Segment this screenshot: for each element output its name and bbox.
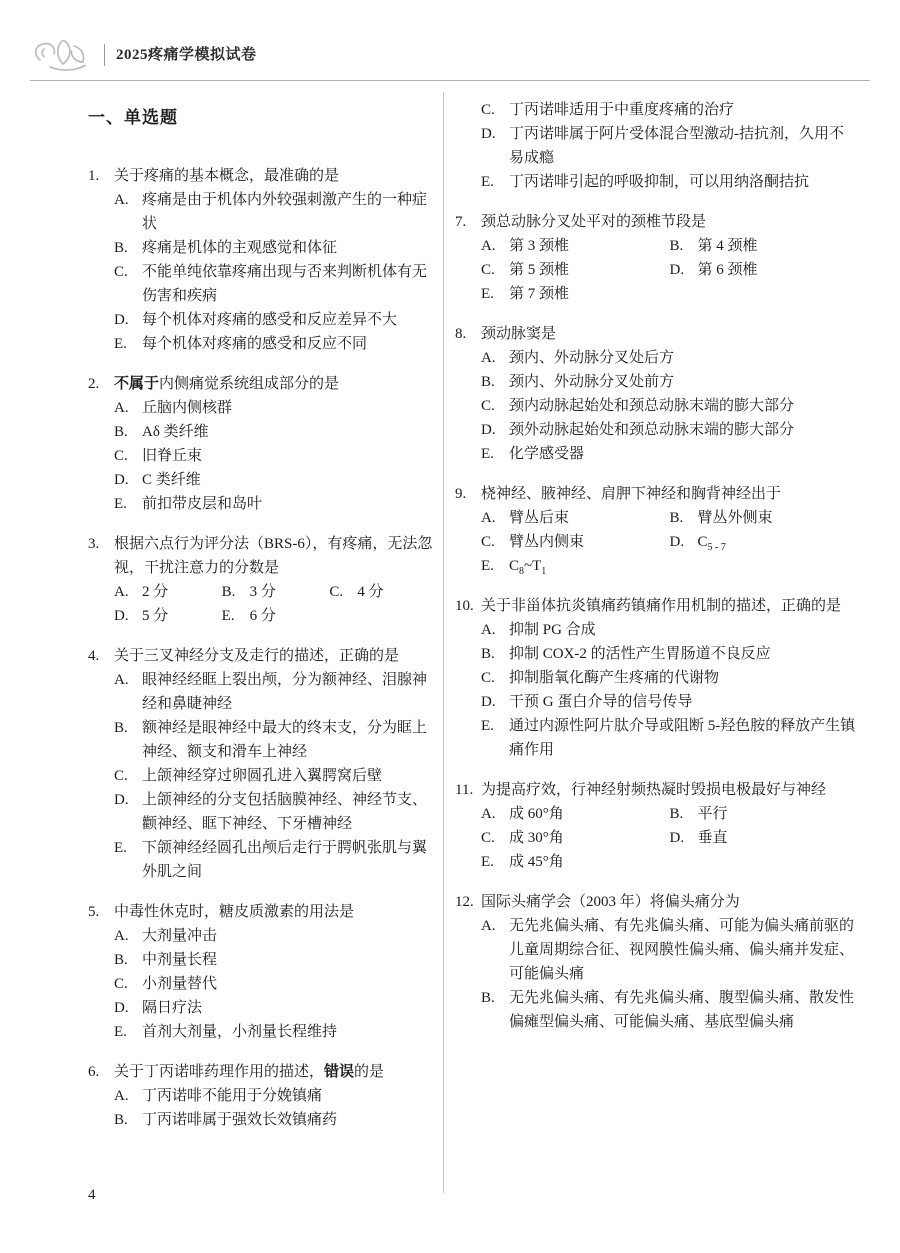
question-number: 4. — [88, 648, 100, 664]
option-text: 下颌神经经圆孔出颅后走行于腭帆张肌与翼外肌之间 — [142, 840, 428, 880]
option-label: B. — [481, 374, 495, 390]
option-text: 每个机体对疼痛的感受和反应差异不大 — [142, 312, 398, 328]
option-label: C. — [114, 448, 128, 464]
option-label: A. — [114, 928, 129, 944]
option-label: D. — [669, 830, 685, 846]
answer-option — [455, 666, 858, 690]
question-stem — [481, 594, 858, 618]
option-label: E. — [481, 558, 494, 574]
option-label: C. — [114, 976, 128, 992]
option-text: 第 7 颈椎 — [509, 286, 570, 302]
option-label: C. — [481, 262, 495, 278]
option-text: 旧脊丘束 — [142, 448, 203, 464]
option-label: C. — [329, 584, 344, 600]
answer-option — [481, 506, 670, 530]
answer-option — [455, 122, 858, 170]
option-label: E. — [114, 840, 127, 856]
option-label: D. — [481, 694, 496, 710]
option-label: A. — [114, 192, 129, 208]
options-group — [455, 506, 858, 578]
options-group — [455, 802, 858, 874]
question-number: 11. — [455, 782, 474, 798]
question-stem — [481, 890, 858, 914]
option-text: 臂丛后束 — [509, 510, 570, 526]
option-label: A. — [481, 238, 496, 254]
question-stem — [114, 644, 437, 668]
option-label: D. — [481, 126, 496, 142]
stem-text: 错误 — [324, 1064, 355, 1080]
option-label: C. — [481, 534, 495, 550]
answer-option — [670, 826, 859, 850]
section-title: 一、单选题 — [88, 108, 178, 127]
option-text: 第 6 颈椎 — [697, 262, 758, 278]
content-columns — [30, 92, 870, 1193]
question-stem-row — [455, 890, 858, 914]
stem-text: 桡神经、腋神经、肩胛下神经和胸背神经出于 — [481, 486, 782, 502]
answer-option — [88, 260, 437, 308]
answer-option — [88, 836, 437, 884]
option-label: A. — [481, 510, 496, 526]
answer-option — [455, 370, 858, 394]
answer-option — [88, 468, 437, 492]
option-label: E. — [481, 174, 494, 190]
answer-option — [88, 420, 437, 444]
option-label: C. — [481, 830, 495, 846]
option-text: 前扣带皮层和岛叶 — [142, 496, 263, 512]
question-stem — [114, 1060, 437, 1084]
option-label: E. — [481, 286, 494, 302]
stem-text: 颈总动脉分叉处平对的颈椎节段是 — [481, 214, 707, 230]
answer-option — [88, 668, 437, 716]
option-label: D. — [669, 534, 685, 550]
option-label: C. — [481, 670, 495, 686]
answer-option — [455, 714, 858, 762]
stem-text: 根据六点行为评分法（BRS-6），有疼痛，无法忽视，干扰注意力的分数是 — [114, 536, 433, 576]
answer-option — [114, 580, 222, 604]
question — [455, 890, 858, 1034]
option-text: 丁丙诺啡属于阿片受体混合型激动-拮抗剂，久用不易成瘾 — [509, 126, 844, 166]
option-text: 上颌神经穿过卵圆孔进入翼腭窝后壁 — [142, 768, 383, 784]
option-text: 颈外动脉起始处和颈总动脉末端的膨大部分 — [509, 422, 795, 438]
answer-option — [481, 802, 670, 826]
option-label: D. — [114, 608, 129, 624]
option-text: 干预 G 蛋白介导的信号传导 — [509, 694, 693, 710]
question-number: 7. — [455, 214, 467, 230]
option-text: 抑制 PG 合成 — [509, 622, 596, 638]
option-label: A. — [114, 1088, 129, 1104]
options-group — [88, 580, 437, 628]
question — [88, 900, 437, 1044]
answer-option — [329, 580, 437, 604]
options-group — [88, 924, 437, 1044]
option-text: 成 30°角 — [509, 830, 564, 846]
question-stem-row — [88, 644, 437, 668]
answer-option — [455, 642, 858, 666]
option-text: 2 分 — [142, 584, 169, 600]
question-stem-row — [455, 322, 858, 346]
question — [455, 778, 858, 874]
option-text: 5 分 — [142, 608, 169, 624]
header-divider — [104, 44, 105, 66]
option-label: E. — [114, 1024, 127, 1040]
stem-text: 关于非甾体抗炎镇痛药镇痛作用机制的描述，正确的是 — [481, 598, 842, 614]
answer-option — [481, 530, 670, 554]
option-text: 第 5 颈椎 — [509, 262, 570, 278]
option-text: 成 60°角 — [509, 806, 564, 822]
answer-option — [222, 580, 330, 604]
option-text: 无先兆偏头痛、有先兆偏头痛、可能为偏头痛前驱的儿童周期综合征、视网膜性偏头痛、偏头痛并发症、可能偏头痛 — [509, 918, 855, 982]
option-text-part: C — [697, 534, 708, 550]
option-label: B. — [669, 510, 684, 526]
option-text: 成 45°角 — [509, 854, 564, 870]
options-group — [455, 234, 858, 306]
option-label: E. — [114, 336, 127, 352]
question — [455, 594, 858, 762]
question-number: 12. — [455, 894, 474, 910]
option-text: 隔日疗法 — [142, 1000, 203, 1016]
answer-option — [481, 258, 670, 282]
option-label: E. — [481, 854, 494, 870]
option-text: 第 3 颈椎 — [509, 238, 570, 254]
answer-option — [88, 1108, 437, 1132]
question-number: 3. — [88, 536, 100, 552]
option-text: 颈内、外动脉分叉处前方 — [509, 374, 675, 390]
option-text: 无先兆偏头痛、有先兆偏头痛、腹型偏头痛、散发性偏瘫型偏头痛、可能偏头痛、基底型偏头痛 — [509, 990, 855, 1030]
page-header — [30, 34, 870, 76]
question-stem-row — [455, 594, 858, 618]
question — [88, 164, 437, 356]
options-group — [455, 346, 858, 466]
answer-option — [88, 332, 437, 356]
answer-option — [222, 604, 330, 628]
answer-option — [88, 444, 437, 468]
stem-text: 内侧痛觉系统组成部分的是 — [159, 376, 340, 392]
answer-option — [88, 996, 437, 1020]
option-label: A. — [481, 918, 496, 934]
option-text — [509, 554, 670, 578]
question — [455, 322, 858, 466]
question-continuation — [455, 98, 858, 194]
option-text: 疼痛是机体的主观感觉和体征 — [142, 240, 338, 256]
option-text: 额神经是眼神经中最大的终末支，分为眶上神经、额支和滑车上神经 — [142, 720, 428, 760]
option-label: C. — [114, 264, 128, 280]
options-group — [455, 618, 858, 762]
question — [88, 644, 437, 884]
answer-option — [88, 716, 437, 764]
option-text: 大剂量冲击 — [142, 928, 218, 944]
question-number: 1. — [88, 168, 100, 184]
option-text-part: 8 — [519, 566, 525, 577]
option-label: A. — [114, 672, 129, 688]
option-label: B. — [114, 952, 128, 968]
option-text: 颈内、外动脉分叉处后方 — [509, 350, 675, 366]
option-text: 6 分 — [249, 608, 276, 624]
option-label: C. — [114, 768, 128, 784]
exam-title: 2025疼痛学模拟试卷 — [116, 47, 257, 63]
option-text: 颈内动脉起始处和颈总动脉末端的膨大部分 — [509, 398, 795, 414]
page-number: 4 — [88, 1187, 96, 1203]
answer-option — [670, 802, 859, 826]
answer-option — [88, 492, 437, 516]
question-number: 5. — [88, 904, 100, 920]
answer-option — [88, 972, 437, 996]
answer-option — [481, 282, 670, 306]
question-number: 8. — [455, 326, 467, 342]
option-text: 每个机体对疼痛的感受和反应不同 — [142, 336, 368, 352]
answer-option — [455, 442, 858, 466]
option-text: 上颌神经的分支包括脑膜神经、神经节支、颧神经、眶下神经、下牙槽神经 — [142, 792, 428, 832]
option-label: C. — [481, 398, 495, 414]
stem-text: 关于三叉神经分支及走行的描述，正确的是 — [114, 648, 400, 664]
question-stem-row — [88, 900, 437, 924]
options-group — [88, 1084, 437, 1132]
option-label: D. — [114, 312, 129, 328]
option-text: 平行 — [697, 806, 728, 822]
answer-option — [670, 506, 859, 530]
answer-option — [88, 308, 437, 332]
answer-option — [670, 258, 859, 282]
option-text: 第 4 颈椎 — [697, 238, 758, 254]
option-label: D. — [114, 472, 129, 488]
option-label: A. — [481, 350, 496, 366]
option-label: E. — [481, 718, 494, 734]
option-label: A. — [114, 400, 129, 416]
header-rule — [30, 80, 870, 81]
answer-option — [455, 418, 858, 442]
question-stem — [114, 372, 437, 396]
option-label: E. — [221, 608, 235, 624]
answer-option — [455, 986, 858, 1034]
answer-option — [670, 234, 859, 258]
option-label: B. — [221, 584, 236, 600]
question-number: 6. — [88, 1064, 100, 1080]
answer-option — [88, 948, 437, 972]
options-group — [88, 668, 437, 884]
question-stem — [114, 532, 437, 580]
option-label: E. — [114, 496, 127, 512]
option-text-part: C — [509, 558, 520, 574]
option-label: B. — [114, 1112, 128, 1128]
question — [455, 482, 858, 578]
stem-text: 颈动脉窦是 — [481, 326, 557, 342]
stem-text: 的是 — [354, 1064, 385, 1080]
option-text: 垂直 — [697, 830, 728, 846]
option-text: 抑制 COX-2 的活性产生胃肠道不良反应 — [509, 646, 771, 662]
options-group — [88, 396, 437, 516]
question-number: 2. — [88, 376, 100, 392]
option-text: 丁丙诺啡引起的呼吸抑制，可以用纳洛酮拮抗 — [509, 174, 810, 190]
question-stem-row — [455, 778, 858, 802]
question-number: 10. — [455, 598, 474, 614]
option-text: 化学感受器 — [509, 446, 585, 462]
option-text: 臂丛外侧束 — [697, 510, 773, 526]
option-text: 疼痛是由于机体内外较强刺激产生的一种症状 — [142, 192, 428, 232]
option-label: B. — [114, 720, 128, 736]
answer-option — [88, 788, 437, 836]
option-label: D. — [481, 422, 496, 438]
question — [455, 210, 858, 306]
answer-option — [88, 764, 437, 788]
option-text-part: 1 — [541, 566, 547, 577]
left-column — [30, 92, 443, 1193]
option-text: 不能单纯依靠疼痛出现与否来判断机体有无伤害和疾病 — [142, 264, 428, 304]
option-text: 丁丙诺啡适用于中重度疼痛的治疗 — [509, 102, 735, 118]
answer-option — [481, 826, 670, 850]
option-label: A. — [481, 622, 496, 638]
options-group — [455, 914, 858, 1034]
answer-option — [455, 394, 858, 418]
option-text: Aδ 类纤维 — [142, 424, 209, 440]
option-text: C 类纤维 — [142, 472, 201, 488]
question-stem — [114, 164, 437, 188]
option-label: A. — [481, 806, 496, 822]
answer-option — [670, 530, 859, 554]
option-text: 丁丙诺啡不能用于分娩镇痛 — [142, 1088, 323, 1104]
answer-option — [481, 234, 670, 258]
option-label: B. — [481, 646, 495, 662]
option-text — [698, 530, 859, 554]
answer-option — [455, 690, 858, 714]
answer-option — [88, 188, 437, 236]
answer-option — [455, 618, 858, 642]
question-stem — [114, 900, 437, 924]
option-text: 通过内源性阿片肽介导或阻断 5-羟色胺的释放产生镇痛作用 — [509, 718, 856, 758]
option-text: 首剂大剂量，小剂量长程维持 — [142, 1024, 338, 1040]
stem-text: 中毒性休克时，糖皮质激素的用法是 — [114, 904, 355, 920]
answer-option — [455, 346, 858, 370]
answer-option — [455, 98, 858, 122]
option-label: B. — [481, 990, 495, 1006]
question-stem-row — [455, 210, 858, 234]
stem-text: 国际头痛学会（2003 年）将偏头痛分为 — [481, 894, 740, 910]
question — [88, 1060, 437, 1132]
stem-text: 关于疼痛的基本概念，最准确的是 — [114, 168, 340, 184]
option-label: B. — [114, 240, 128, 256]
option-label: D. — [669, 262, 685, 278]
option-label: A. — [114, 584, 129, 600]
option-label: B. — [669, 238, 684, 254]
question — [88, 372, 437, 516]
question-stem — [481, 322, 858, 346]
answer-option — [114, 604, 222, 628]
option-label: B. — [669, 806, 684, 822]
answer-option — [88, 924, 437, 948]
answer-option — [88, 1020, 437, 1044]
right-column — [444, 92, 870, 1193]
option-label: E. — [481, 446, 494, 462]
question — [88, 532, 437, 628]
option-label: C. — [481, 102, 495, 118]
answer-option — [88, 396, 437, 420]
option-text: 眼神经经眶上裂出颅，分为额神经、泪腺神经和鼻睫神经 — [142, 672, 428, 712]
answer-option — [455, 914, 858, 986]
question-stem — [481, 778, 858, 802]
option-label: D. — [114, 792, 129, 808]
publisher-logo-icon — [30, 36, 94, 74]
question-stem — [481, 210, 858, 234]
stem-text: 不属于 — [114, 376, 160, 392]
answer-option — [88, 1084, 437, 1108]
options-group — [88, 188, 437, 356]
option-text: 丁丙诺啡属于强效长效镇痛药 — [142, 1112, 338, 1128]
question-stem-row — [88, 532, 437, 580]
option-text: 小剂量替代 — [142, 976, 218, 992]
question-number: 9. — [455, 486, 467, 502]
stem-text: 关于丁丙诺啡药理作用的描述， — [114, 1064, 325, 1080]
question-stem-row — [88, 1060, 437, 1084]
options-group — [455, 98, 858, 194]
option-text: 4 分 — [357, 584, 384, 600]
answer-option — [455, 170, 858, 194]
answer-option — [481, 850, 670, 874]
option-text: 3 分 — [249, 584, 276, 600]
option-text: 臂丛内侧束 — [509, 534, 585, 550]
answer-option — [481, 554, 670, 578]
option-text: 中剂量长程 — [142, 952, 218, 968]
stem-text: 为提高疗效，行神经射频热凝时毁损电极最好与神经 — [481, 782, 827, 798]
option-label: B. — [114, 424, 128, 440]
answer-option — [88, 236, 437, 260]
option-text-part: ~T — [524, 558, 542, 574]
option-text: 丘脑内侧核群 — [142, 400, 233, 416]
question-stem-row — [88, 372, 437, 396]
question-stem-row — [455, 482, 858, 506]
question-stem-row — [88, 164, 437, 188]
question-stem — [481, 482, 858, 506]
option-text: 抑制脂氧化酶产生疼痛的代谢物 — [509, 670, 720, 686]
option-label: D. — [114, 1000, 129, 1016]
option-text-part: 5 - 7 — [707, 542, 726, 553]
